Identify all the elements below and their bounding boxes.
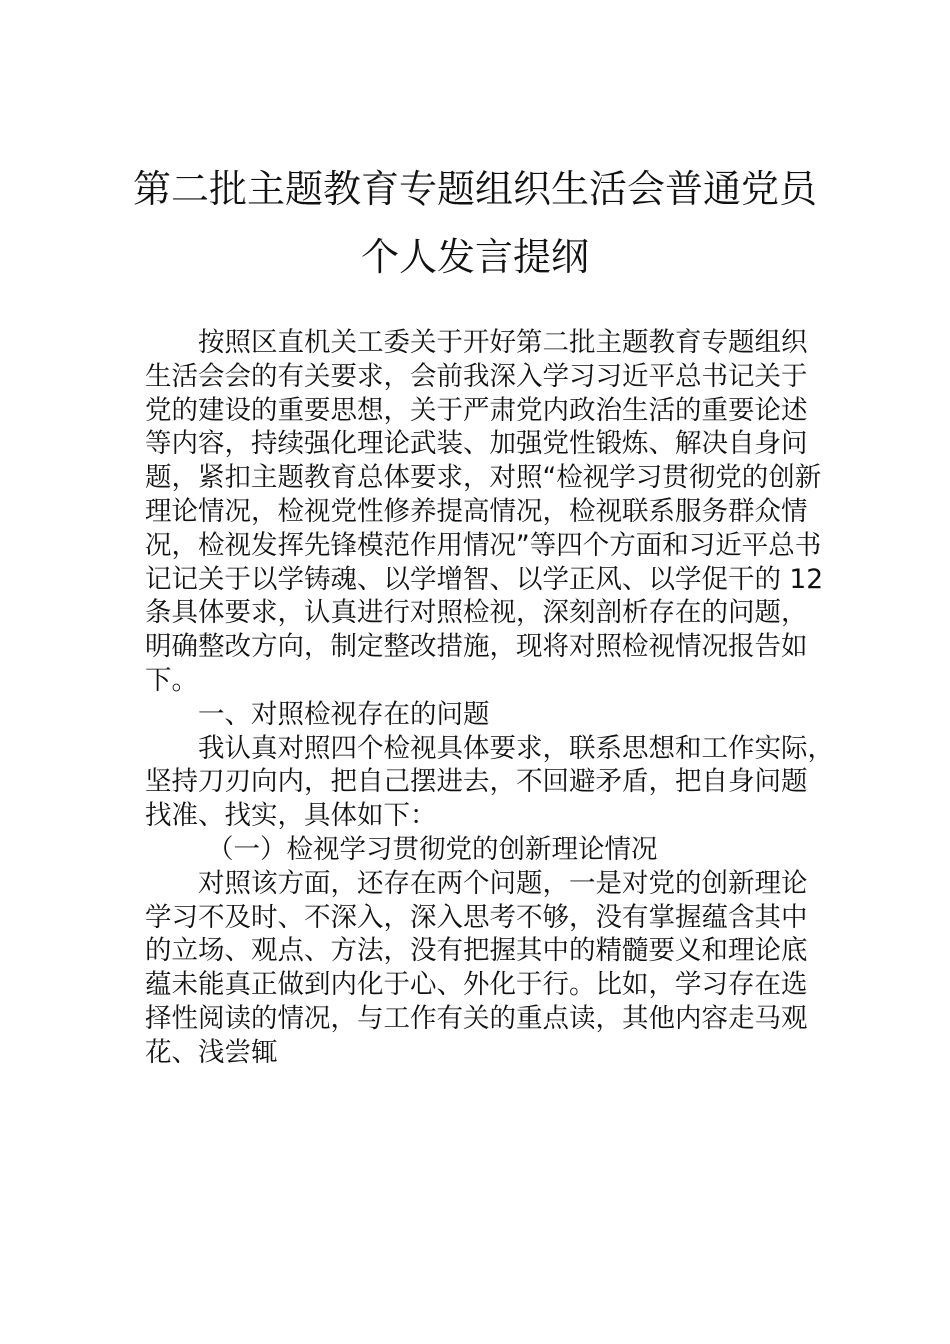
body-line: 明确整改方向，制定整改措施，现将对照检视情况报告如 — [145, 631, 808, 663]
section-heading: 一、对照检视存在的问题 — [198, 698, 490, 730]
body-line: 理论情况，检视党性修养提高情况，检视联系服务群众情 — [145, 495, 808, 527]
document-body — [145, 326, 834, 1070]
body-line: 择性阅读的情况，与工作有关的重点读，其他内容走马观 — [145, 1002, 808, 1034]
body-line: 找准、找实，具体如下： — [145, 800, 437, 832]
body-line: 题，紧扣主题教育总体要求，对照“检视学习贯彻党的创新 — [145, 462, 822, 494]
body-line: 按照区直机关工委关于开好第二批主题教育专题组织 — [198, 327, 808, 358]
body-line: 况，检视发挥先锋模范作用情况”等四个方面和习近平总书 — [145, 529, 822, 561]
body-line: 等内容，持续强化理论武装、加强党性锻炼、解决自身问 — [145, 428, 808, 460]
body-line: 记记关于以学铸魂、以学增智、以学正风、以学促干的 12 — [145, 563, 824, 595]
body-line: 党的建设的重要思想，关于严肃党内政治生活的重要论述 — [145, 394, 808, 426]
body-line: 我认真对照四个检视具体要求，联系思想和工作实际， — [198, 732, 834, 764]
document-title-line-1: 第二批主题教育专题组织生活会普通党员 — [132, 167, 817, 211]
body-line: 的立场、观点、方法，没有把握其中的精髓要义和理论底 — [145, 935, 808, 967]
body-line: 下。 — [145, 664, 198, 696]
body-line: 生活会会的有关要求，会前我深入学习习近平总书记关于 — [145, 360, 808, 392]
document-title-line-2: 个人发言提纲 — [360, 235, 589, 279]
body-line: 对照该方面，还存在两个问题，一是对党的创新理论 — [198, 867, 808, 899]
body-line: 学习不及时、不深入，深入思考不够，没有掌握蕴含其中 — [145, 901, 808, 933]
body-line: 蕴未能真正做到内化于心、外化于行。比如，学习存在选 — [145, 969, 808, 1001]
body-line: 条具体要求，认真进行对照检视，深刻剖析存在的问题， — [145, 597, 808, 629]
body-line: 花、浅尝辄 — [145, 1036, 278, 1068]
body-line: 坚持刀刃向内，把自己摆进去，不回避矛盾，把自身问题 — [145, 766, 808, 798]
subsection-heading: （一）检视学习贯彻党的创新理论情况 — [207, 833, 658, 865]
